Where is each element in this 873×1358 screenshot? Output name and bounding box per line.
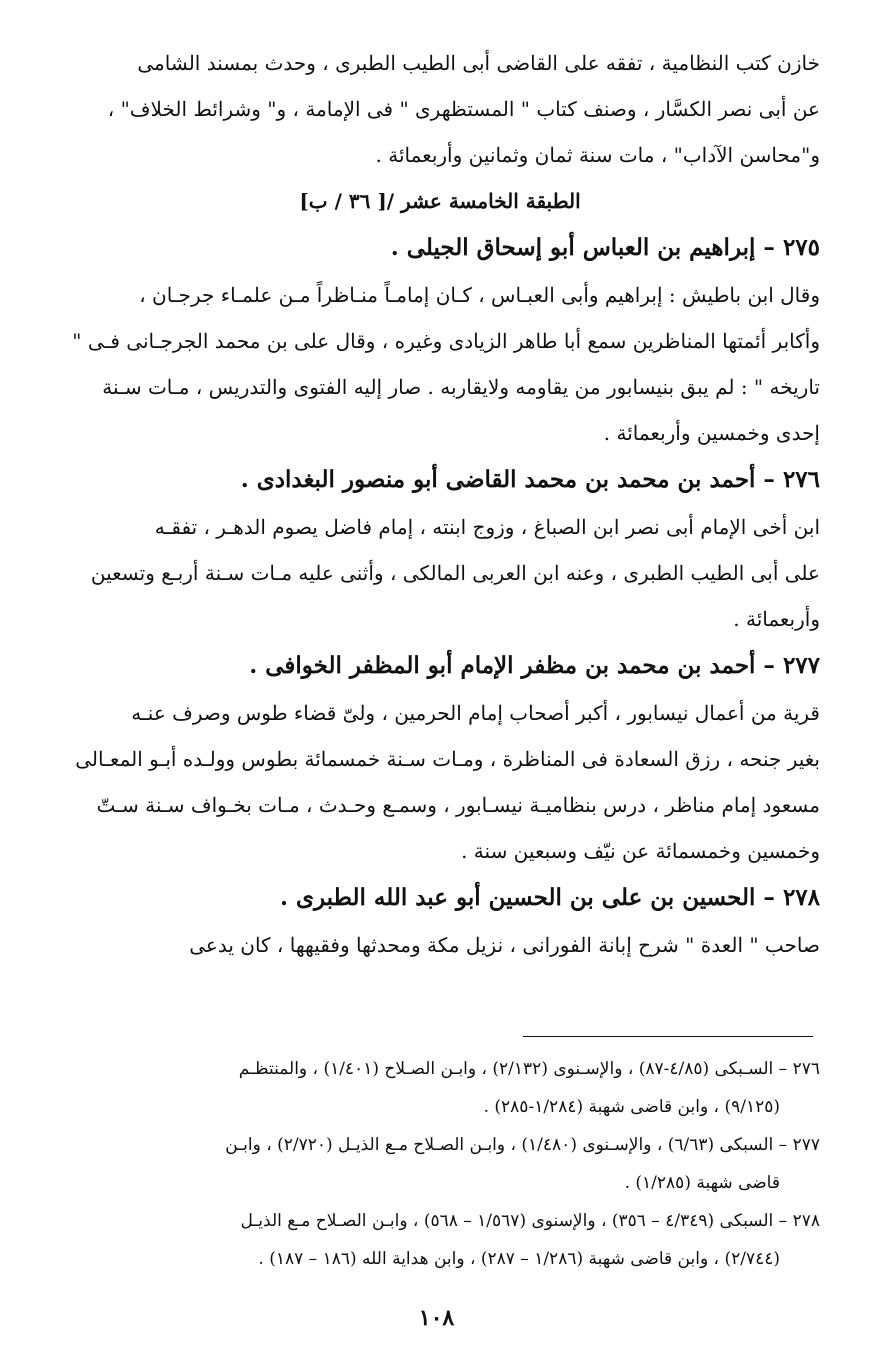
footnote-divider [523,1036,813,1037]
entry-heading [60,224,820,272]
entry-title: – الحسين بن على بن الحسين أبو عبد الله الطبرى . [279,884,775,911]
footnotes [60,1050,820,1278]
entry-number: ٢٧٧ [782,652,820,679]
entry-number: ٢٧٦ [782,466,820,493]
intro-paragraph [60,40,820,178]
entry-276 [60,456,820,642]
footnote-line: قاضى شهبة (١/٢٨٥) . [624,1173,780,1193]
text-line: وأربعمائة . [733,607,820,631]
text-line: على أبى الطيب الطبرى ، وعنه ابن العربى المالكى ، وأثنى عليه مـات سـنة أربـع وتسعين [90,561,820,585]
footnote-line: ٢٧٧ – السبكى (٦/٦٣) ، والإسـنوى (١/٤٨٠) ، وابـن الصـلاح مـع الذيـل (٢/٧٢٠) ، وابـن [225,1135,820,1155]
text-line: قرية من أعمال نيسابور ، أكبر أصحاب إمام الحرمين ، ولىّ قضاء طوس وصرف عنـه [131,701,820,725]
footnote-line: (٢/٧٤٤) ، وابن قاضى شهبة (١/٢٨٦ – ٢٨٧) ، وابن هداية الله (١٨٦ – ١٨٧) . [258,1249,780,1269]
entry-number: ٢٧٥ [782,234,820,261]
entry-heading [60,874,820,922]
footnote-line: ٢٧٦ – السـبكى (٤/٨٥-٨٧) ، والإسـنوى (٢/١٣٢) ، وابـن الصـلاح (١/٤٠١) ، والمنتظـم [238,1059,820,1079]
footnote-line: (٩/١٢٥) ، وابن قاضى شهبة (١/٢٨٤-٢٨٥) . [483,1097,780,1117]
text-line: إحدى وخمسين وأربعمائة . [603,421,820,445]
main-text [60,40,820,968]
entry-277 [60,642,820,874]
footnote-278 [60,1202,820,1278]
footnote-line: ٢٧٨ – السبكى (٤/٣٤٩ – ٣٥٦) ، والإسنوى (١/٥٦٧ – ٥٦٨) ، وابـن الصـلاح مـع الذيـل [240,1211,820,1231]
section-title: الطبقة الخامسة عشر /[ ٣٦ / ب] [299,189,581,213]
text-line: تاريخه " : لم يبق بنيسابور من يقاومه ولايقاربه . صار إليه الفتوى والتدريس ، مـات سـنة [102,375,820,399]
entry-body [60,922,820,968]
entry-278 [60,874,820,968]
text-line: ابن أخى الإمام أبى نصر ابن الصباغ ، وزوج ابنته ، إمام فاضل يصوم الدهـر ، تفقـه [154,515,820,539]
text-line: بغير جنحه ، رزق السعادة فى المناظرة ، ومـات سـنة خمسمائة بطوس وولـده أبـو المعـالى [75,747,820,771]
page-number: ١٠٨ [418,1305,455,1331]
entry-body [60,690,820,874]
entry-body [60,504,820,642]
entry-title: – أحمد بن محمد بن مظفر الإمام أبو المظفر الخوافى . [249,652,775,679]
text-line: وخمسين وخمسمائة عن نيّف وسبعين سنة . [461,839,820,863]
entry-275 [60,224,820,456]
text-line: وقال ابن باطيش : إبراهيم وأبى العبـاس ، كـان إمامـاً منـاظراً مـن علمـاء جرجـان ، [139,283,820,307]
entry-number: ٢٧٨ [782,884,820,911]
entry-heading [60,642,820,690]
text-line: و"محاسن الآداب" ، مات سنة ثمان وثمانين وأربعمائة . [375,143,820,167]
footnote-277 [60,1126,820,1202]
entry-body [60,272,820,456]
text-line: مسعود إمام مناظر ، درس بنظاميـة نيسـابور ، وسمـع وحـدث ، مـات بخـواف سـنة سـتّ [96,793,820,817]
footnote-276 [60,1050,820,1126]
text-line: وأكابر أئمتها المناظرين سمع أبا طاهر الزيادى وغيره ، وقال على بن محمد الجرجـانى فـى " [72,329,820,353]
entry-title: – أحمد بن محمد بن محمد القاضى أبو منصور البغدادى . [240,466,775,493]
entry-title: – إبراهيم بن العباس أبو إسحاق الجيلى . [390,234,775,261]
text-line: عن أبى نصر الكسَّار ، وصنف كتاب " المستظهرى " فى الإمامة ، و" وشرائط الخلاف" ، [107,97,820,121]
text-line: خازن كتب النظامية ، تفقه على القاضى أبى الطيب الطبرى ، وحدث بمسند الشامى [137,51,820,75]
text-line: صاحب " العدة " شرح إبانة الفورانى ، نزيل مكة ومحدثها وفقيهها ، كان يدعى [189,933,820,957]
entry-heading [60,456,820,504]
